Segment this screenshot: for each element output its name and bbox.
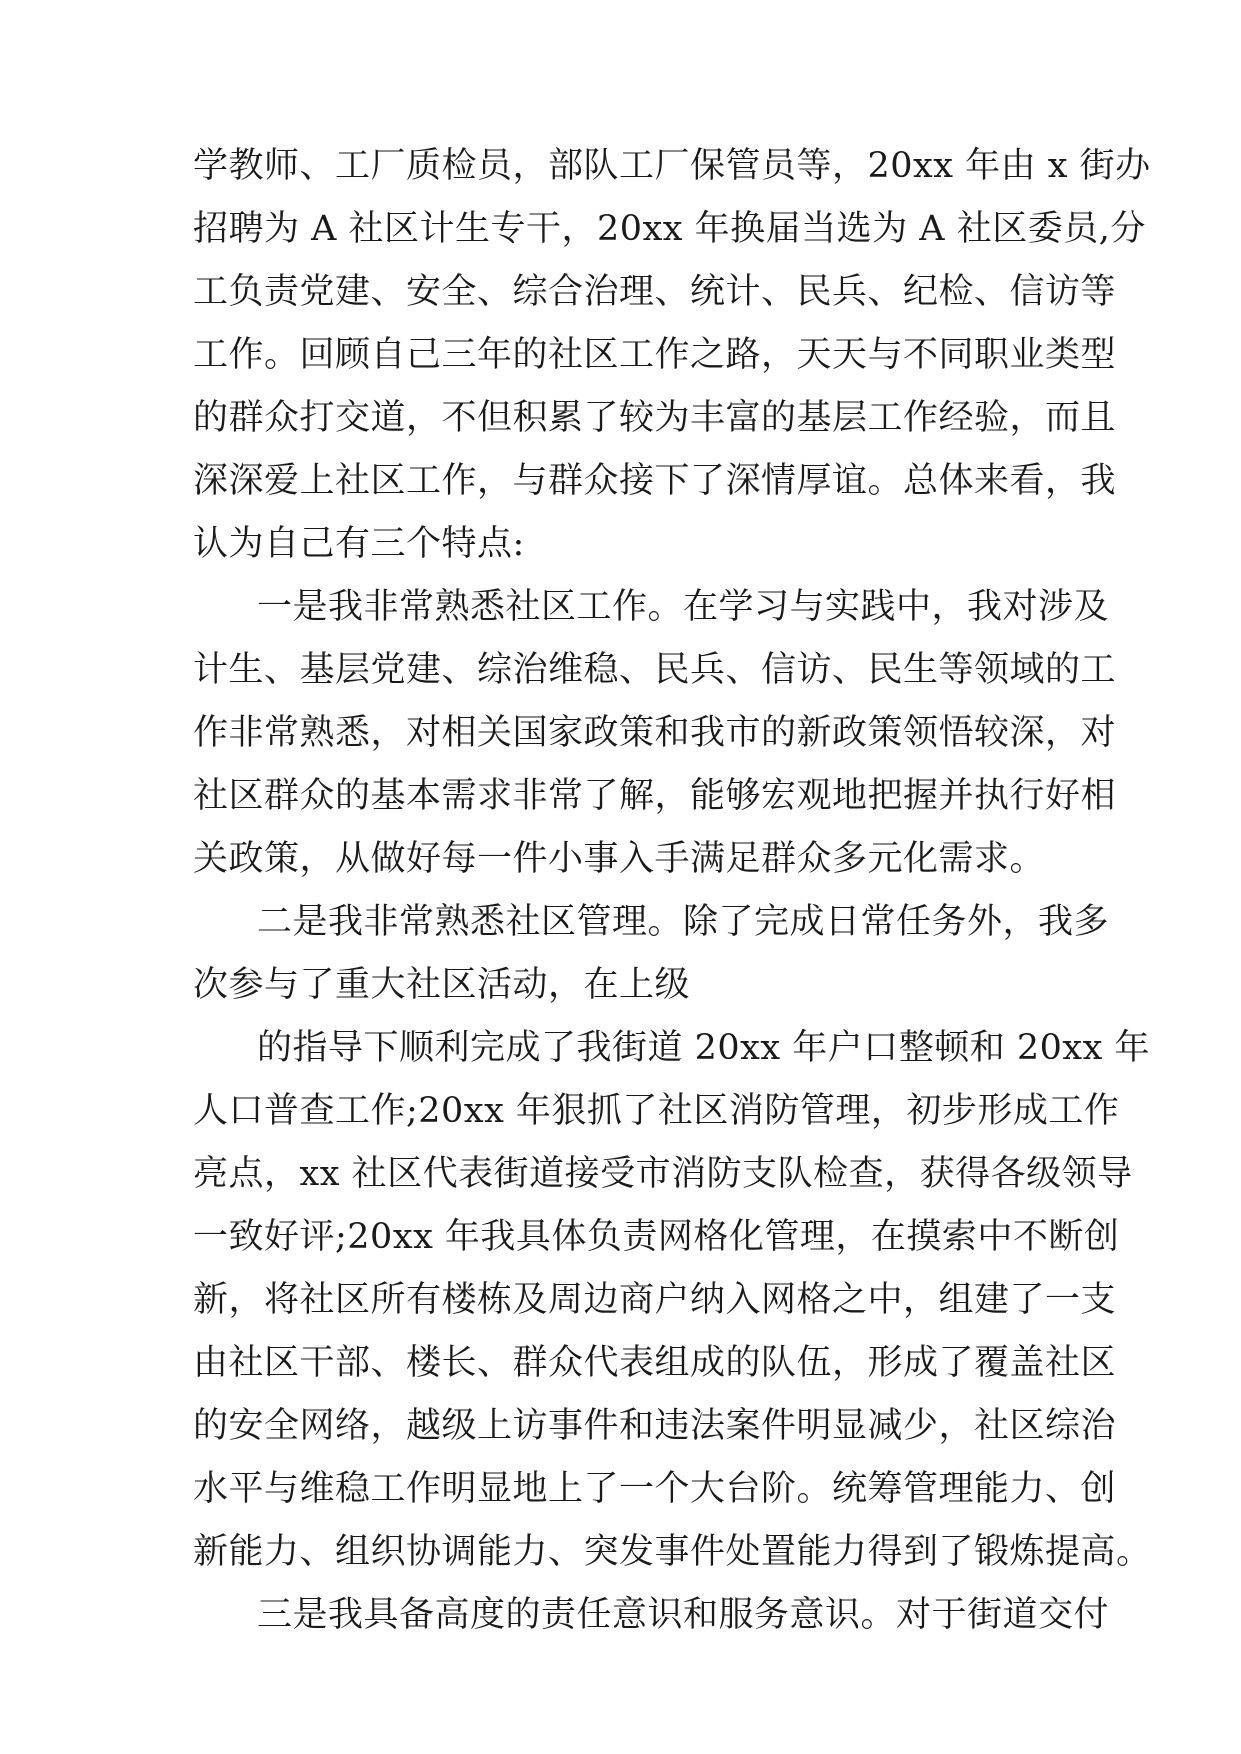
text-line: 的指导下顺利完成了我街道 20xx 年户口整顿和 20xx 年	[257, 1028, 1151, 1068]
text-line: 深深爱上社区工作，与群众接下了深情厚谊。总体来看，我	[193, 461, 1117, 501]
text-line: 的安全网络，越级上访事件和违法案件明显减少，社区综治	[193, 1406, 1117, 1446]
text-line: 工负责党建、安全、综合治理、统计、民兵、纪检、信访等	[193, 272, 1117, 312]
text-line: 新，将社区所有楼栋及周边商户纳入网格之中，组建了一支	[193, 1280, 1117, 1320]
text-line: 亮点，xx 社区代表街道接受市消防支队检查，获得各级领导	[193, 1154, 1133, 1194]
text-line: 由社区干部、楼长、群众代表组成的队伍，形成了覆盖社区	[193, 1343, 1117, 1383]
text-line: 招聘为 A 社区计生专干，20xx 年换届当选为 A 社区委员,分	[193, 209, 1146, 249]
text-line: 工作。回顾自己三年的社区工作之路，天天与不同职业类型	[193, 335, 1117, 375]
text-line: 三是我具备高度的责任意识和服务意识。对于街道交付	[257, 1595, 1110, 1635]
text-line: 学教师、工厂质检员，部队工厂保管员等，20xx 年由 x 街办	[193, 146, 1151, 186]
text-line: 二是我非常熟悉社区管理。除了完成日常任务外，我多	[257, 902, 1110, 942]
text-line: 人口普查工作;20xx 年狠抓了社区消防管理，初步形成工作	[193, 1091, 1120, 1131]
text-line: 一是我非常熟悉社区工作。在学习与实践中，我对涉及	[257, 587, 1110, 627]
document-body	[193, 135, 1152, 1647]
text-line: 次参与了重大社区活动，在上级	[193, 965, 691, 1005]
text-line: 社区群众的基本需求非常了解，能够宏观地把握并执行好相	[193, 776, 1117, 816]
text-line: 水平与维稳工作明显地上了一个大台阶。统筹管理能力、创	[193, 1469, 1117, 1509]
text-line: 作非常熟悉，对相关国家政策和我市的新政策领悟较深，对	[193, 713, 1117, 753]
text-line: 新能力、组织协调能力、突发事件处置能力得到了锻炼提高。	[193, 1532, 1152, 1572]
text-line: 的群众打交道，不但积累了较为丰富的基层工作经验，而且	[193, 398, 1117, 438]
text-line: 关政策，从做好每一件小事入手满足群众多元化需求。	[193, 839, 1046, 879]
text-line: 计生、基层党建、综治维稳、民兵、信访、民生等领域的工	[193, 650, 1117, 690]
text-line: 认为自己有三个特点:	[193, 524, 525, 564]
text-line: 一致好评;20xx 年我具体负责网格化管理，在摸索中不断创	[193, 1217, 1120, 1257]
